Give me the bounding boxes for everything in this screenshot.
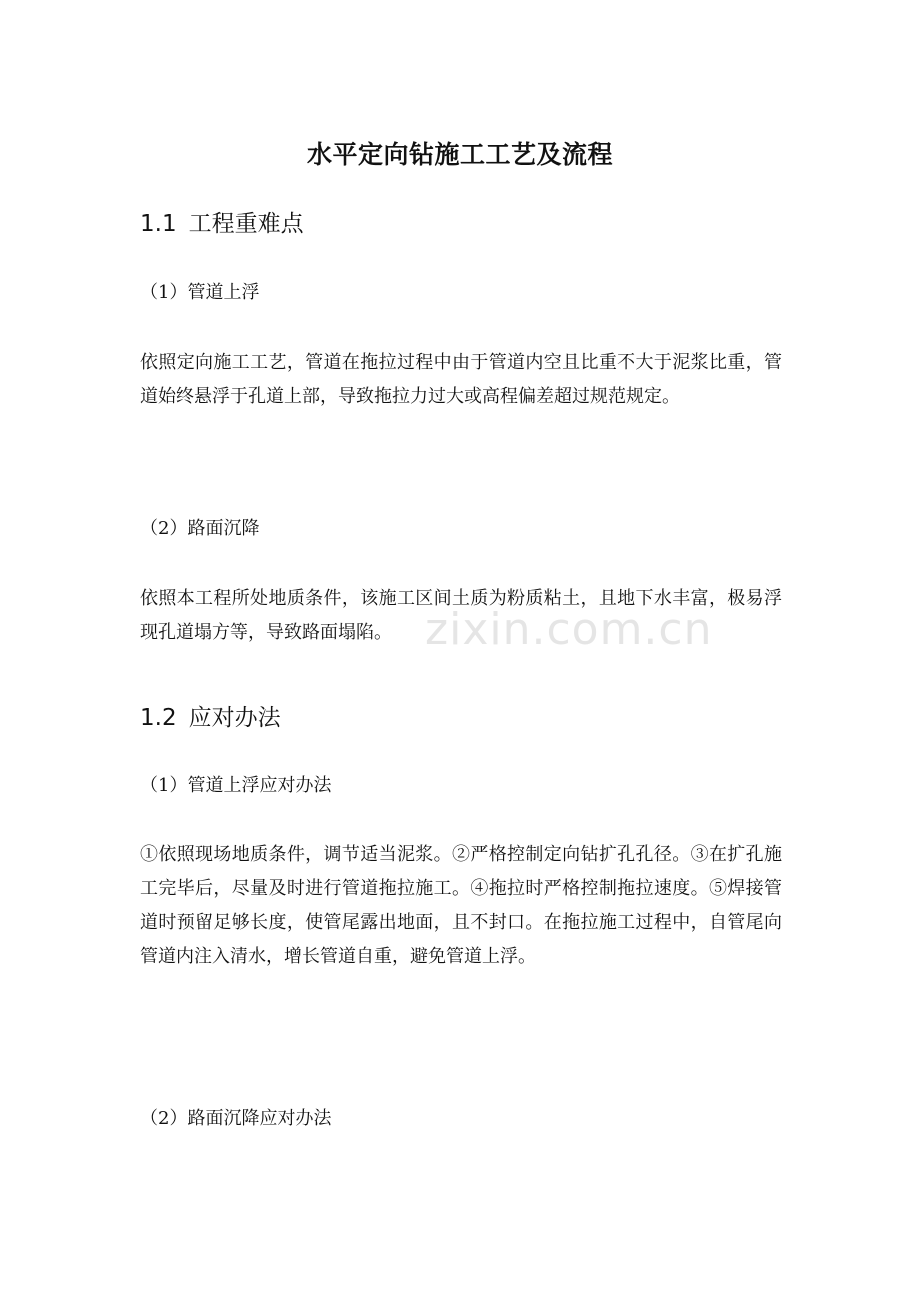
paragraph-pipe-float-measures: ①依照现场地质条件，调节适当泥浆。②严格控制定向钻扩孔孔径。③在扩孔施工完毕后，尽量及时进行管道拖拉施工。④拖拉时严格控制拖拉速度。⑤焊接管道时预留足够长度，使管尾露出地面，且不封口。在拖拉施工过程中，自管尾向管道内注入清水，增长管道自重，避免管道上浮。 [140,844,782,967]
paragraph-road-settlement: 依照本工程所处地质条件，该施工区间土质为粉质粘土，且地下水丰富，极易浮现孔道塌方等，导致路面塌陷。 [140,588,782,643]
section-number: 1.2 [140,705,177,731]
paragraph-pipe-float: 依照定向施工工艺，管道在拖拉过程中由于管道内空且比重不大于泥浆比重，管道始终悬浮于孔道上部，导致拖拉力过大或高程偏差超过规范规定。 [140,352,782,407]
subheading-road-settlement-measures: （2）路面沉降应对办法 [140,1108,332,1129]
subheading-road-settlement: （2）路面沉降 [140,518,260,539]
subheading-pipe-float: （1）管道上浮 [140,282,260,303]
subheading-pipe-float-measures: （1）管道上浮应对办法 [140,775,332,796]
section-heading-1-1 [140,208,304,240]
section-title: 工程重难点 [188,211,304,237]
document-title: 水平定向钻施工工艺及流程 [306,140,613,169]
section-heading-1-2 [140,702,281,734]
section-title: 应对办法 [188,705,281,731]
section-number: 1.1 [140,211,177,237]
watermark: zixin.com.cn [425,604,713,655]
